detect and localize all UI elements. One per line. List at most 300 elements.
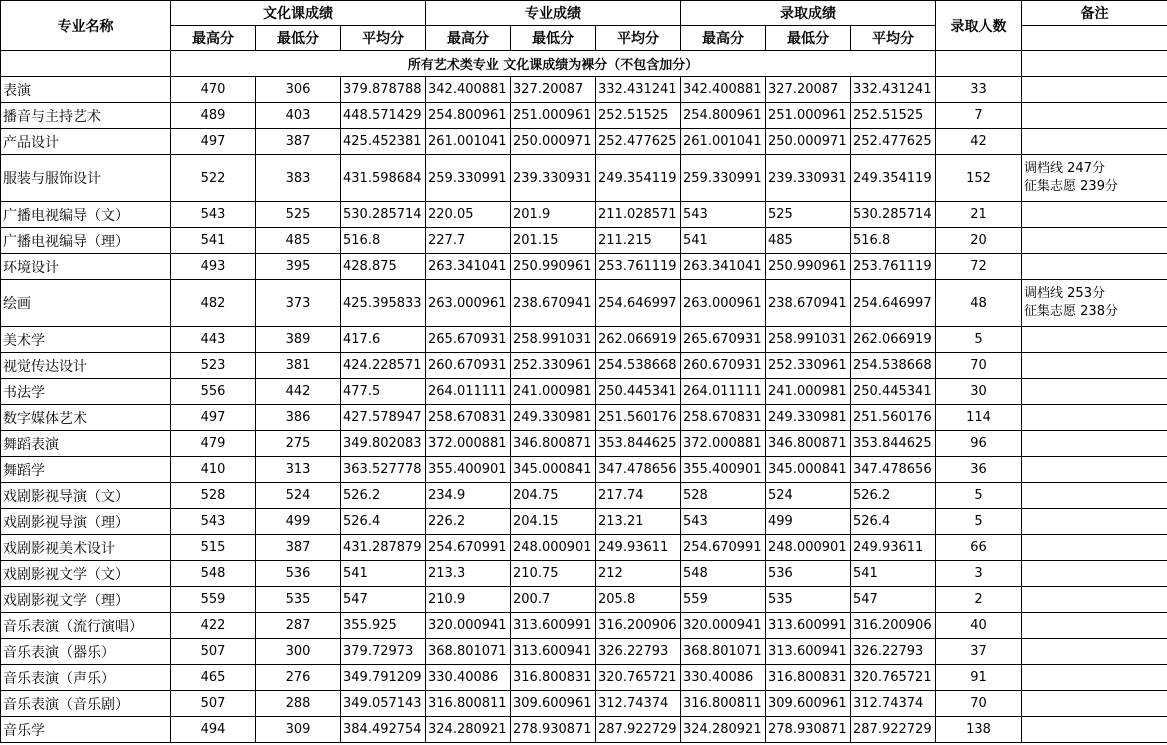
major-name-cell: 视觉传达设计 [1,353,171,379]
remark-cell [1022,717,1167,743]
table-row [1,457,1167,483]
admission-max-cell: 543 [681,202,766,228]
remark-line-adjust: 调档线 247分 [1024,161,1105,176]
admission-count-cell: 70 [936,353,1022,379]
admission-max-cell: 541 [681,228,766,254]
admission-max-cell: 316.800811 [681,691,766,717]
culture-avg-cell: 349.791209 [341,665,426,691]
table-row [1,379,1167,405]
culture-avg-cell: 425.452381 [341,129,426,155]
major-name-cell: 戏剧影视美术设计 [1,535,171,561]
culture-max-cell: 489 [171,103,256,129]
professional-max-cell: 210.9 [426,587,511,613]
admission-min-cell: 524 [766,483,851,509]
admission-max-cell: 258.670831 [681,405,766,431]
header-admission-avg: 平均分 [851,26,936,51]
admission-min-cell: 536 [766,561,851,587]
remark-cell [1022,129,1167,155]
professional-min-cell: 210.75 [511,561,596,587]
culture-max-cell: 410 [171,457,256,483]
professional-avg-cell: 253.761119 [596,254,681,280]
professional-max-cell: 259.330991 [426,155,511,202]
table-row [1,103,1167,129]
admission-count-cell: 66 [936,535,1022,561]
admission-avg-cell: 312.74374 [851,691,936,717]
admission-avg-cell: 541 [851,561,936,587]
culture-avg-cell: 541 [341,561,426,587]
admission-avg-cell: 530.285714 [851,202,936,228]
header-culture-max: 最高分 [171,26,256,51]
culture-avg-cell: 379.72973 [341,639,426,665]
remark-cell [1022,691,1167,717]
admission-min-cell: 252.330961 [766,353,851,379]
major-name-cell: 舞蹈学 [1,457,171,483]
admission-avg-cell: 252.51525 [851,103,936,129]
remark-cell [1022,587,1167,613]
table-row [1,535,1167,561]
header-remark: 备注 [1022,1,1167,26]
admission-avg-cell: 249.93611 [851,535,936,561]
table-row [1,561,1167,587]
major-name-cell: 舞蹈表演 [1,431,171,457]
admission-min-cell: 278.930871 [766,717,851,743]
culture-min-cell: 300 [256,639,341,665]
culture-avg-cell: 427.578947 [341,405,426,431]
admission-count-cell: 96 [936,431,1022,457]
admission-count-cell: 30 [936,379,1022,405]
culture-min-cell: 535 [256,587,341,613]
culture-min-cell: 536 [256,561,341,587]
culture-avg-cell: 349.057143 [341,691,426,717]
culture-min-cell: 395 [256,254,341,280]
admission-min-cell: 249.330981 [766,405,851,431]
admission-max-cell: 263.341041 [681,254,766,280]
remark-line-collect: 征集志愿 239分 [1024,179,1118,194]
admission-max-cell: 355.400901 [681,457,766,483]
table-row [1,587,1167,613]
professional-min-cell: 200.7 [511,587,596,613]
admission-count-cell: 5 [936,483,1022,509]
professional-max-cell: 263.341041 [426,254,511,280]
header-professional-max: 最高分 [426,26,511,51]
culture-max-cell: 523 [171,353,256,379]
professional-max-cell: 372.000881 [426,431,511,457]
admission-count-cell: 114 [936,405,1022,431]
professional-min-cell: 309.600961 [511,691,596,717]
admission-avg-cell: 347.478656 [851,457,936,483]
culture-max-cell: 507 [171,691,256,717]
table-row [1,129,1167,155]
table-row [1,327,1167,353]
admission-max-cell: 330.40086 [681,665,766,691]
table-row [1,77,1167,103]
culture-avg-cell: 349.802083 [341,431,426,457]
major-name-cell: 美术学 [1,327,171,353]
culture-max-cell: 479 [171,431,256,457]
culture-max-cell: 541 [171,228,256,254]
professional-avg-cell: 211.028571 [596,202,681,228]
culture-min-cell: 309 [256,717,341,743]
professional-min-cell: 345.000841 [511,457,596,483]
major-name-cell: 音乐表演（音乐剧） [1,691,171,717]
professional-avg-cell: 262.066919 [596,327,681,353]
major-name-cell: 音乐表演（声乐） [1,665,171,691]
culture-max-cell: 556 [171,379,256,405]
professional-min-cell: 204.75 [511,483,596,509]
admission-avg-cell: 316.200906 [851,613,936,639]
culture-avg-cell: 425.395833 [341,280,426,327]
professional-max-cell: 330.40086 [426,665,511,691]
major-name-cell: 环境设计 [1,254,171,280]
table-row [1,613,1167,639]
culture-max-cell: 543 [171,509,256,535]
professional-max-cell: 227.7 [426,228,511,254]
culture-min-cell: 524 [256,483,341,509]
major-name-cell: 戏剧影视文学（文） [1,561,171,587]
remark-cell [1022,228,1167,254]
admission-min-cell: 316.800831 [766,665,851,691]
culture-avg-cell: 384.492754 [341,717,426,743]
admission-count-cell: 36 [936,457,1022,483]
professional-max-cell: 263.000961 [426,280,511,327]
admission-max-cell: 265.670931 [681,327,766,353]
professional-avg-cell: 250.445341 [596,379,681,405]
major-name-cell: 广播电视编导（文） [1,202,171,228]
table-row [1,639,1167,665]
culture-avg-cell: 516.8 [341,228,426,254]
admission-min-cell: 345.000841 [766,457,851,483]
note-blank-cell [1022,51,1167,77]
remark-cell [1022,405,1167,431]
professional-max-cell: 264.011111 [426,379,511,405]
culture-max-cell: 515 [171,535,256,561]
admission-min-cell: 251.000961 [766,103,851,129]
major-name-cell: 数字媒体艺术 [1,405,171,431]
admission-min-cell: 309.600961 [766,691,851,717]
professional-max-cell: 320.000941 [426,613,511,639]
admission-min-cell: 346.800871 [766,431,851,457]
remark-line-collect: 征集志愿 238分 [1024,304,1118,319]
professional-max-cell: 254.670991 [426,535,511,561]
major-name-cell: 广播电视编导（理） [1,228,171,254]
note-row [1,51,1167,77]
header-row-1 [1,1,1167,26]
major-name-cell: 绘画 [1,280,171,327]
professional-min-cell: 327.20087 [511,77,596,103]
admission-min-cell: 313.600991 [766,613,851,639]
admission-avg-cell: 332.431241 [851,77,936,103]
admission-count-cell: 70 [936,691,1022,717]
culture-avg-cell: 526.2 [341,483,426,509]
remark-cell [1022,77,1167,103]
note-blank-cell [936,51,1022,77]
culture-min-cell: 403 [256,103,341,129]
professional-min-cell: 250.990961 [511,254,596,280]
admission-avg-cell: 526.4 [851,509,936,535]
culture-max-cell: 465 [171,665,256,691]
culture-avg-cell: 431.598684 [341,155,426,202]
admission-count-cell: 37 [936,639,1022,665]
culture-min-cell: 288 [256,691,341,717]
note-blank-cell [1,51,171,77]
professional-max-cell: 355.400901 [426,457,511,483]
admission-min-cell: 238.670941 [766,280,851,327]
culture-min-cell: 276 [256,665,341,691]
professional-min-cell: 278.930871 [511,717,596,743]
remark-cell [1022,665,1167,691]
culture-min-cell: 499 [256,509,341,535]
remark-cell [1022,561,1167,587]
admission-min-cell: 535 [766,587,851,613]
admission-avg-cell: 252.477625 [851,129,936,155]
professional-max-cell: 258.670831 [426,405,511,431]
culture-max-cell: 559 [171,587,256,613]
culture-avg-cell: 379.878788 [341,77,426,103]
admission-min-cell: 485 [766,228,851,254]
remark-cell [1022,280,1167,327]
professional-avg-cell: 251.560176 [596,405,681,431]
professional-min-cell: 201.15 [511,228,596,254]
admission-avg-cell: 251.560176 [851,405,936,431]
culture-avg-cell: 547 [341,587,426,613]
admission-max-cell: 559 [681,587,766,613]
culture-min-cell: 313 [256,457,341,483]
admission-avg-cell: 353.844625 [851,431,936,457]
table-row [1,509,1167,535]
professional-min-cell: 258.991031 [511,327,596,353]
admission-count-cell: 5 [936,327,1022,353]
remark-cell [1022,103,1167,129]
admission-max-cell: 259.330991 [681,155,766,202]
admission-min-cell: 525 [766,202,851,228]
culture-min-cell: 287 [256,613,341,639]
admission-count-cell: 72 [936,254,1022,280]
admission-avg-cell: 254.646997 [851,280,936,327]
header-major: 专业名称 [1,1,171,51]
remark-cell [1022,431,1167,457]
admission-avg-cell: 250.445341 [851,379,936,405]
admission-min-cell: 250.990961 [766,254,851,280]
professional-min-cell: 248.000901 [511,535,596,561]
admission-max-cell: 368.801071 [681,639,766,665]
professional-min-cell: 204.15 [511,509,596,535]
culture-max-cell: 543 [171,202,256,228]
professional-max-cell: 265.670931 [426,327,511,353]
major-name-cell: 表演 [1,77,171,103]
admission-count-cell: 21 [936,202,1022,228]
admission-count-cell: 40 [936,613,1022,639]
culture-min-cell: 381 [256,353,341,379]
culture-avg-cell: 417.6 [341,327,426,353]
professional-avg-cell: 252.477625 [596,129,681,155]
culture-avg-cell: 424.228571 [341,353,426,379]
header-remark-blank [1022,26,1167,51]
professional-avg-cell: 312.74374 [596,691,681,717]
professional-max-cell: 254.800961 [426,103,511,129]
major-name-cell: 产品设计 [1,129,171,155]
professional-max-cell: 226.2 [426,509,511,535]
professional-max-cell: 324.280921 [426,717,511,743]
professional-max-cell: 261.001041 [426,129,511,155]
admission-avg-cell: 287.922729 [851,717,936,743]
culture-max-cell: 482 [171,280,256,327]
remark-line-adjust: 调档线 253分 [1024,286,1105,301]
culture-min-cell: 442 [256,379,341,405]
culture-avg-cell: 448.571429 [341,103,426,129]
professional-min-cell: 251.000961 [511,103,596,129]
admission-count-cell: 5 [936,509,1022,535]
admission-max-cell: 254.670991 [681,535,766,561]
table-row [1,405,1167,431]
table-row [1,691,1167,717]
professional-avg-cell: 217.74 [596,483,681,509]
culture-min-cell: 386 [256,405,341,431]
admission-count-cell: 42 [936,129,1022,155]
culture-max-cell: 522 [171,155,256,202]
professional-avg-cell: 249.354119 [596,155,681,202]
table-row [1,717,1167,743]
culture-max-cell: 422 [171,613,256,639]
major-name-cell: 书法学 [1,379,171,405]
major-name-cell: 戏剧影视文学（理） [1,587,171,613]
admission-min-cell: 313.600941 [766,639,851,665]
admission-count-cell: 2 [936,587,1022,613]
admission-max-cell: 548 [681,561,766,587]
professional-min-cell: 313.600941 [511,639,596,665]
remark-cell [1022,509,1167,535]
professional-min-cell: 249.330981 [511,405,596,431]
header-admission-score: 录取成绩 [681,1,936,26]
culture-max-cell: 497 [171,129,256,155]
admission-min-cell: 250.000971 [766,129,851,155]
major-name-cell: 服装与服饰设计 [1,155,171,202]
table-row [1,431,1167,457]
admission-avg-cell: 547 [851,587,936,613]
culture-max-cell: 494 [171,717,256,743]
remark-cell [1022,379,1167,405]
culture-max-cell: 493 [171,254,256,280]
culture-max-cell: 497 [171,405,256,431]
table-row [1,665,1167,691]
culture-min-cell: 387 [256,535,341,561]
admission-max-cell: 528 [681,483,766,509]
professional-avg-cell: 353.844625 [596,431,681,457]
admission-max-cell: 372.000881 [681,431,766,457]
remark-cell [1022,254,1167,280]
professional-min-cell: 238.670941 [511,280,596,327]
professional-min-cell: 313.600991 [511,613,596,639]
major-name-cell: 音乐学 [1,717,171,743]
professional-min-cell: 201.9 [511,202,596,228]
major-name-cell: 播音与主持艺术 [1,103,171,129]
admission-avg-cell: 320.765721 [851,665,936,691]
admission-max-cell: 261.001041 [681,129,766,155]
remark-cell [1022,202,1167,228]
admission-max-cell: 254.800961 [681,103,766,129]
remark-cell [1022,613,1167,639]
culture-min-cell: 373 [256,280,341,327]
culture-min-cell: 389 [256,327,341,353]
table-row [1,280,1167,327]
table-row [1,228,1167,254]
professional-min-cell: 252.330961 [511,353,596,379]
professional-avg-cell: 332.431241 [596,77,681,103]
header-culture-min: 最低分 [256,26,341,51]
culture-min-cell: 525 [256,202,341,228]
admission-min-cell: 241.000981 [766,379,851,405]
culture-max-cell: 443 [171,327,256,353]
culture-avg-cell: 526.4 [341,509,426,535]
remark-cell [1022,535,1167,561]
admission-count-cell: 138 [936,717,1022,743]
culture-min-cell: 275 [256,431,341,457]
culture-min-cell: 485 [256,228,341,254]
professional-avg-cell: 213.21 [596,509,681,535]
professional-avg-cell: 347.478656 [596,457,681,483]
table-row [1,353,1167,379]
culture-avg-cell: 530.285714 [341,202,426,228]
professional-avg-cell: 205.8 [596,587,681,613]
remark-cell [1022,327,1167,353]
culture-max-cell: 528 [171,483,256,509]
culture-min-cell: 387 [256,129,341,155]
professional-avg-cell: 254.646997 [596,280,681,327]
admission-count-cell: 7 [936,103,1022,129]
remark-cell [1022,457,1167,483]
professional-avg-cell: 211.215 [596,228,681,254]
admission-count-cell: 33 [936,77,1022,103]
admission-min-cell: 248.000901 [766,535,851,561]
admission-max-cell: 260.670931 [681,353,766,379]
professional-min-cell: 316.800831 [511,665,596,691]
professional-max-cell: 234.9 [426,483,511,509]
major-name-cell: 音乐表演（器乐） [1,639,171,665]
admission-max-cell: 324.280921 [681,717,766,743]
professional-avg-cell: 254.538668 [596,353,681,379]
admission-max-cell: 263.000961 [681,280,766,327]
admission-max-cell: 342.400881 [681,77,766,103]
admission-max-cell: 264.011111 [681,379,766,405]
header-admission-max: 最高分 [681,26,766,51]
admission-count-cell: 20 [936,228,1022,254]
table-row [1,202,1167,228]
professional-avg-cell: 212 [596,561,681,587]
culture-avg-cell: 431.287879 [341,535,426,561]
professional-max-cell: 368.801071 [426,639,511,665]
professional-avg-cell: 252.51525 [596,103,681,129]
culture-max-cell: 470 [171,77,256,103]
culture-min-cell: 306 [256,77,341,103]
major-name-cell: 戏剧影视导演（文） [1,483,171,509]
admission-count-cell: 91 [936,665,1022,691]
professional-min-cell: 239.330931 [511,155,596,202]
header-professional-score: 专业成绩 [426,1,681,26]
table-row [1,254,1167,280]
admission-avg-cell: 326.22793 [851,639,936,665]
culture-avg-cell: 428.875 [341,254,426,280]
professional-max-cell: 260.670931 [426,353,511,379]
admission-count-cell: 3 [936,561,1022,587]
remark-cell [1022,155,1167,202]
professional-max-cell: 342.400881 [426,77,511,103]
professional-avg-cell: 326.22793 [596,639,681,665]
admission-avg-cell: 249.354119 [851,155,936,202]
culture-min-cell: 383 [256,155,341,202]
admission-avg-cell: 526.2 [851,483,936,509]
professional-avg-cell: 316.200906 [596,613,681,639]
professional-avg-cell: 320.765721 [596,665,681,691]
header-admission-count: 录取人数 [936,1,1022,51]
